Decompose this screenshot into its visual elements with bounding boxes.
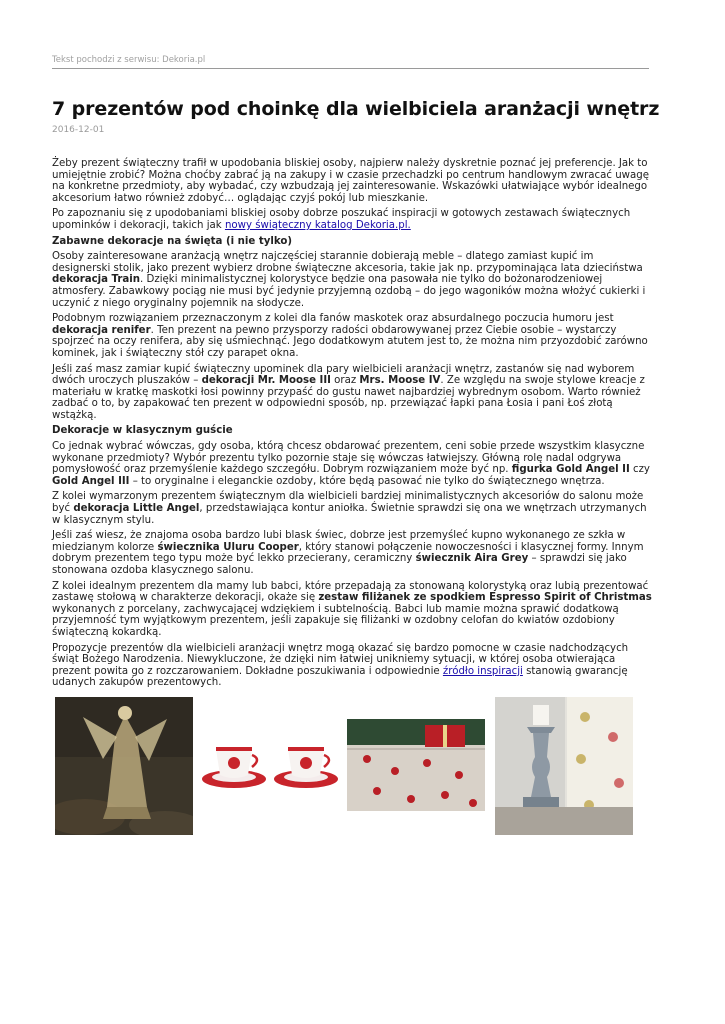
christmas-tablecloth-photo bbox=[347, 719, 485, 811]
espresso-cups-photo bbox=[200, 733, 340, 795]
product-mr-moose: dekoracji Mr. Moose III bbox=[201, 375, 331, 387]
paragraph-train: Osoby zainteresowane aranżacją wnętrz najczęściej starannie dobierają meble – dlatego zamiast kupić im designerski stolik, jako prezent wybierz drobne świąteczne akcesoria, takie jak np. przypominająca lata dzieciństwa dekoracja Train. Dzięki minimalistycznej kolorystyce będzie ona pasowała nie tylko do bożonarodzeniowej atmosfery. Zabawkowy pociąg nie musi być jedynie przyjemną ozdobą – do jego wagoników można włożyć cukierki i uczynić z niego oryginalny pojemnik na słodycze. bbox=[52, 251, 646, 309]
product-espresso-cups: zestaw filiżanek ze spodkiem Espresso Spirit of Christmas bbox=[318, 592, 652, 604]
product-mrs-moose: Mrs. Moose IV bbox=[359, 375, 441, 387]
aira-grey-candlestick-photo bbox=[495, 697, 633, 835]
product-aira-grey: świecznik Aira Grey bbox=[415, 553, 529, 565]
inspiration-link[interactable]: źródło inspiracji bbox=[442, 665, 523, 677]
source-note: Tekst pochodzi z serwisu: Dekoria.pl bbox=[52, 55, 649, 69]
paragraph-inspiration: Po zapoznaniu się z upodobaniami bliskiej osoby dobrze poszukać inspiracji w gotowych zestawach świątecznych upominków i dekoracji, takich jak nowy świąteczny katalog Dekoria.pl. bbox=[52, 208, 631, 231]
product-gallery bbox=[55, 697, 635, 837]
catalog-link[interactable]: nowy świąteczny katalog Dekoria.pl. bbox=[224, 219, 411, 231]
section-heading-fun: Zabawne dekoracje na święta (i nie tylko) bbox=[52, 235, 293, 247]
article-date: 2016-12-01 bbox=[52, 125, 105, 135]
paragraph-gold-angel: Co jednak wybrać wówczas, gdy osoba, którą chcesz obdarować prezentem, ceni sobie przede wszystkim klasyczne wykonane przedmioty? Wybór prezentu tylko pozornie staje się wówczas łatwiejszy. Główną rolę nadal odgrywa pomysłowość oraz przemyślenie każdego szczegółu. Dobrym rozwiązaniem może być np. figurka Gold Angel II czy Gold Angel III – to oryginalne i eleganckie ozdoby, które będą pasować nie tylko do świątecznego wnętrza. bbox=[52, 441, 650, 487]
article-body bbox=[52, 158, 652, 693]
paragraph-candlesticks: Jeśli zaś wiesz, że znajoma osoba bardzo lubi blask świec, dobrze jest przemyśleć kupno wykonanego ze szkła w miedzianym kolorze świecznika Uluru Cooper, który stanowi połączenie nowoczesności i klasycznej formy. Innym dobrym prezentem tego typu może być lekko przecierany, ceramiczny świecznik Aira Grey – sprawdzi się jako stonowana ozdoba klasycznego salonu. bbox=[52, 530, 644, 576]
paragraph-moose: Jeśli zaś masz zamiar kupić świąteczny upominek dla pary wielbicieli aranżacji wnętrz, zastanów się nad wyborem dwóch uroczych pluszaków – dekoracji Mr. Moose III oraz Mrs. Moose IV. Ze względu na swoje stylowe kreacje z materiału w kratkę maskotki łosi powinny przypaść do gustu nawet najbardziej wybrednym osobom. Warto również zadbać o to, by zapakować ten prezent w odpowiedni sposób, np. przewiązać łapki pana Łosia i pani Łoś złotą wstążką. bbox=[52, 363, 645, 421]
paragraph-reindeer: Podobnym rozwiązaniem przeznaczonym z kolei dla fanów maskotek oraz absurdalnego poczucia humoru jest dekoracja renifer. Ten prezent na pewno przysporzy radości obdarowywanej przez Ciebie osobie – wystarczy spojrzeć na oczy renifera, aby się uśmiechnąć. Jego dodatkowym atutem jest to, że można nim przyozdobić zarówno kominek, jak i świąteczny stół czy parapet okna. bbox=[52, 313, 648, 359]
product-gold-angel-iii: Gold Angel III bbox=[52, 475, 130, 487]
gold-angel-figurine-photo bbox=[55, 697, 193, 835]
paragraph-cups: Z kolei idealnym prezentem dla mamy lub babci, które przepadają za stonowaną kolorystyką oraz lubią prezentować zastawę stołową w charakterze dekoracji, okaże się zestaw filiżanek ze spodkiem Espresso Spirit of Christmas wykonanych z porcelany, zachwycającej wdziękiem i subtelnością. Babci lub mamie można sprawić dodatkową przyjemność tym wyjątkowym prezentem, jeśli zapakuje się filiżanki w ozdobny celofan do kwiatów ozdobiony świąteczną kokardką. bbox=[52, 580, 652, 638]
product-uluru-cooper: świecznika Uluru Cooper bbox=[157, 541, 299, 553]
paragraph-little-angel: Z kolei wymarzonym prezentem świątecznym dla wielbicieli bardziej minimalistycznych akcesoriów do salonu może być dekoracja Little Angel, przedstawiająca kontur aniołka. Świetnie sprawdzi się ona we wnętrzach utrzymanych w klasycznym stylu. bbox=[52, 491, 647, 526]
section-heading-classic: Dekoracje w klasycznym guście bbox=[52, 425, 233, 437]
article-title: 7 prezentów pod choinkę dla wielbiciela aranżacji wnętrz bbox=[52, 98, 660, 120]
product-train: dekoracja Train bbox=[52, 274, 141, 286]
product-reindeer: dekoracja renifer bbox=[52, 324, 151, 336]
paragraph-conclusion: Propozycje prezentów dla wielbicieli aranżacji wnętrz mogą okazać się bardzo pomocne w czasie nadchodzących świąt Bożego Narodzenia. Niewykluczone, że dzięki nim łatwiej unikniemy sytuacji, w której osoba otwierająca prezent powita go z rozczarowaniem. Dokładne poszukiwania i odpowiednie źródło inspiracji stanowią gwarancję udanych zakupów prezentowych. bbox=[52, 642, 629, 689]
product-gold-angel-ii: figurka Gold Angel II bbox=[511, 464, 630, 476]
product-little-angel: dekoracja Little Angel bbox=[73, 503, 200, 515]
paragraph-intro: Żeby prezent świąteczny trafił w upodobania bliskiej osoby, najpierw należy dyskretnie poznać jej preferencje. Jak to umiejętnie zrobić? Można choćby zabrać ją na zakupy i w czasie przechadzki po centrum handlowym zwracać uwagę na konkretne przedmioty, aby wybadać, czy wzbudzają jej zainteresowanie. Wskazówki ułatwiające wybór idealnego akcesorium łatwo również zdobyć… oglądając czyjś pokój lub mieszkanie. bbox=[52, 158, 649, 204]
